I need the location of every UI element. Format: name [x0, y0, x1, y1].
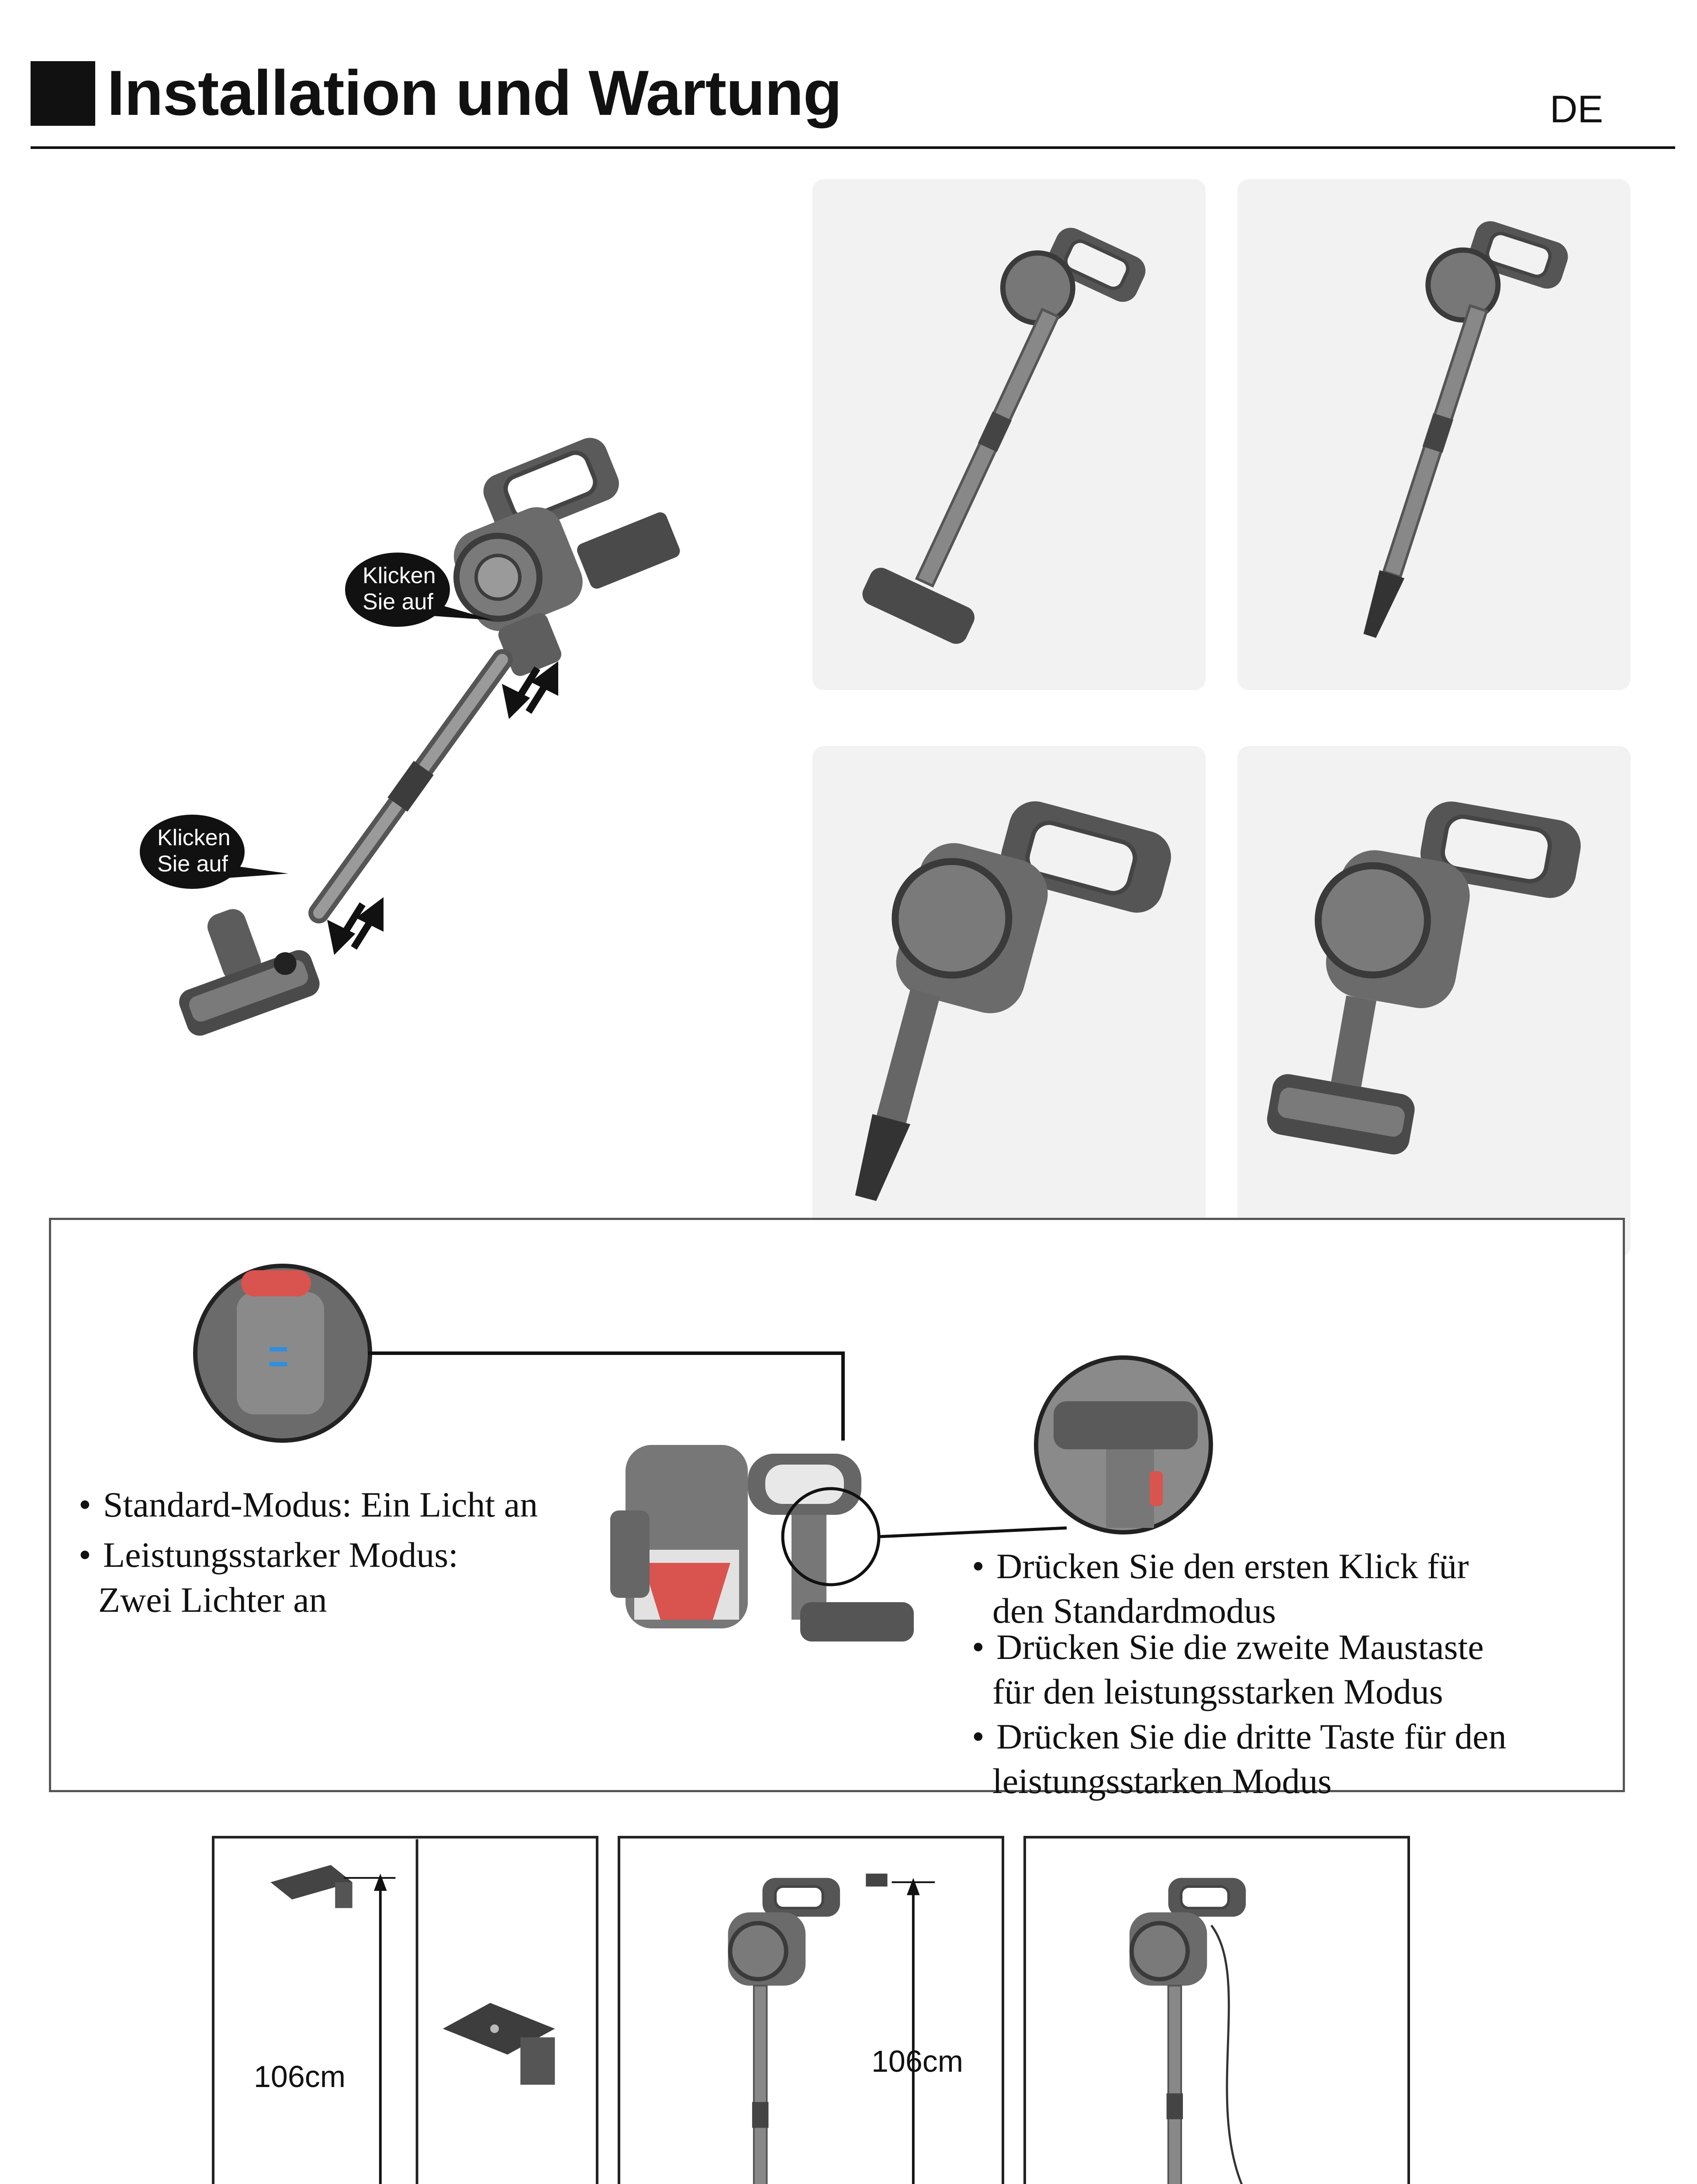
note-power-mode-lights-text: Zwei Lichter an [98, 1580, 327, 1620]
note-second-click-cont-text: für den leistungsstarken Modus [992, 1672, 1443, 1711]
bullet: • [79, 1485, 91, 1524]
note-first-click-text: Drücken Sie den ersten Klick für [996, 1546, 1469, 1586]
page-title: Installation und Wartung [107, 57, 842, 128]
wall-mount-illustration [214, 1838, 596, 2184]
note-power-mode [79, 1533, 458, 1577]
note-second-click [972, 1625, 1484, 1669]
stick-crevice-illustration [1237, 179, 1631, 690]
note-second-click-cont [992, 1669, 1443, 1714]
language-code: DE [1550, 87, 1604, 131]
note-standard-mode [79, 1483, 538, 1527]
callout-bottom-line2: Sie auf [157, 851, 228, 877]
bullet: • [79, 1535, 91, 1575]
panel-device-mounted [618, 1836, 1004, 2184]
panel-charging [1023, 1836, 1410, 2184]
indicator-leader-line [368, 1353, 843, 1441]
note-first-click [972, 1544, 1469, 1589]
trigger-zoom [1036, 1358, 1211, 1532]
note-third-click-text: Drücken Sie die dritte Taste für den [996, 1717, 1507, 1756]
callout-top-line2: Sie auf [363, 589, 433, 615]
handheld-brush-illustration [1237, 746, 1631, 1257]
insert-arrow-bottom [332, 904, 380, 948]
device-height-label: 106cm [871, 2044, 964, 2078]
tube-illustration [319, 660, 502, 913]
charger-cable [1211, 1925, 1327, 2184]
note-standard-mode-text: Standard-Modus: Ein Licht an [103, 1485, 538, 1524]
trigger-leader-line [879, 1528, 1067, 1537]
note-first-click-cont-text: den Standardmodus [992, 1591, 1276, 1631]
bullet: • [972, 1717, 985, 1756]
stick-floor-illustration [812, 179, 1206, 690]
note-third-click [972, 1714, 1507, 1759]
usage-tile-crevice [1237, 179, 1631, 690]
wall-bracket-large [443, 2003, 555, 2084]
header-divider [31, 146, 1675, 149]
charging-illustration [1026, 1838, 1407, 2184]
note-power-mode-lights [98, 1578, 327, 1622]
main-unit-illustration [424, 432, 702, 686]
bullet: • [972, 1546, 985, 1586]
usage-tile-floor [812, 179, 1206, 690]
mount-bracket [866, 1873, 887, 1887]
bullet: • [972, 1627, 985, 1667]
handheld-unit-illustration [610, 1445, 914, 1641]
note-third-click-cont-text: leistungsstarken Modus [992, 1761, 1332, 1801]
device-mounted-illustration [620, 1838, 1002, 2184]
callout-top-line1: Klicken [363, 563, 436, 588]
insert-arrow-top [507, 668, 555, 712]
note-second-click-text: Drücken Sie die zweite Maustaste [996, 1627, 1484, 1667]
wall-height-label: 106cm [254, 2060, 346, 2094]
indicator-zoom [195, 1266, 370, 1441]
floor-head-illustration [155, 889, 323, 1039]
header-marker [31, 61, 95, 126]
note-power-mode-text: Leistungsstarker Modus: [103, 1535, 459, 1575]
note-third-click-cont [992, 1759, 1332, 1804]
usage-tile-handheld-brush [1237, 746, 1631, 1257]
wall-bracket-small [270, 1865, 352, 1908]
callout-bottom [140, 815, 288, 889]
callout-bottom-line1: Klicken [157, 825, 231, 850]
panel-wall-mount [212, 1836, 598, 2184]
handheld-crevice-illustration [812, 746, 1206, 1257]
assembly-diagram [118, 432, 729, 1088]
usage-tile-handheld-crevice [812, 746, 1206, 1257]
